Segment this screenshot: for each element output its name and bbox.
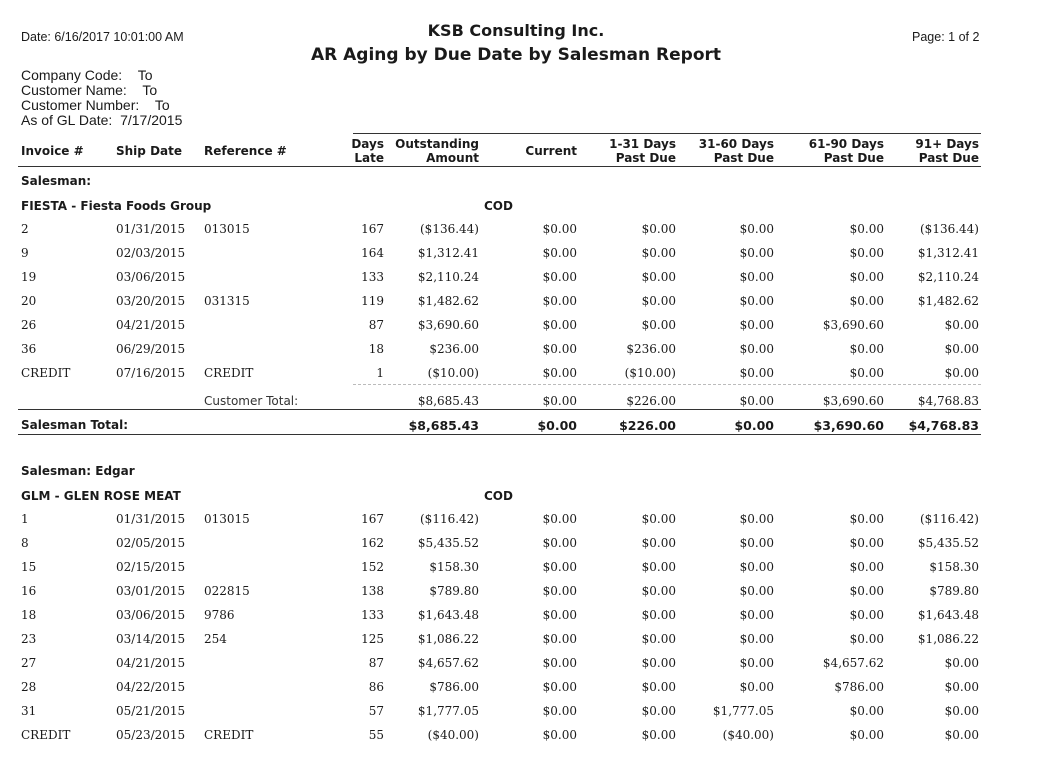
current-cell: $0.00 [542, 536, 577, 550]
outstanding-cell: $2,110.24 [417, 270, 479, 284]
col-91-line2: Past Due [918, 151, 979, 165]
customer-name: FIESTA - Fiesta Foods Group [21, 199, 212, 213]
reference-cell: 031315 [204, 294, 250, 308]
ship-date-cell: 03/06/2015 [116, 608, 186, 622]
param-company-code [21, 68, 153, 83]
col-31-60 [686, 137, 774, 165]
table-row [0, 680, 1053, 704]
past-due-1-31-cell: $0.00 [641, 608, 676, 622]
ship-date-cell: 04/21/2015 [116, 318, 186, 332]
invoice-cell: 23 [21, 632, 37, 646]
past-due-61-90-cell: $0.00 [849, 704, 884, 718]
invoice-cell: 9 [21, 246, 29, 260]
report-date: Date: 6/16/2017 10:01:00 AM [21, 30, 184, 44]
past-due-1-31-cell: $0.00 [641, 656, 676, 670]
current-cell: $0.00 [542, 728, 577, 742]
param-value: 7/17/2015 [120, 112, 183, 128]
outstanding-cell: ($116.42) [420, 512, 479, 526]
current-cell: $0.00 [542, 704, 577, 718]
past-due-1-31-cell: $0.00 [641, 512, 676, 526]
outstanding-cell: $1,482.62 [417, 294, 479, 308]
outstanding-cell: $789.80 [429, 584, 479, 598]
invoice-cell: 2 [21, 222, 29, 236]
table-row [0, 560, 1053, 584]
ship-date-cell: 02/05/2015 [116, 536, 186, 550]
past-due-31-60-cell: $0.00 [739, 680, 774, 694]
past-due-91-cell: $1,643.48 [917, 608, 979, 622]
col-1-31-line2: Past Due [615, 151, 676, 165]
total-1-31: $226.00 [626, 394, 676, 408]
table-row [0, 704, 1053, 728]
days-late-cell: 57 [368, 704, 384, 718]
reference-cell: 022815 [204, 584, 250, 598]
past-due-91-cell: $0.00 [944, 680, 979, 694]
salesman-total-label: Salesman Total: [21, 418, 129, 432]
invoice-cell: 18 [21, 608, 37, 622]
reference-cell: 013015 [204, 512, 250, 526]
past-due-91-cell: ($116.42) [920, 512, 979, 526]
past-due-1-31-cell: $0.00 [641, 536, 676, 550]
days-late-cell: 133 [361, 270, 384, 284]
outstanding-cell: $158.30 [429, 560, 479, 574]
total-91-plus: $4,768.83 [917, 394, 979, 408]
past-due-91-cell: $1,482.62 [917, 294, 979, 308]
past-due-1-31-cell: $0.00 [641, 222, 676, 236]
table-row [0, 294, 1053, 318]
invoice-cell: 1 [21, 512, 29, 526]
invoice-cell: 19 [21, 270, 37, 284]
customer-total-label: Customer Total: [204, 394, 299, 408]
stotal-1-31: $226.00 [619, 418, 676, 433]
current-cell: $0.00 [542, 632, 577, 646]
col-91-line1: 91+ Days [915, 137, 979, 151]
outstanding-cell: ($40.00) [427, 728, 479, 742]
past-due-1-31-cell: $0.00 [641, 632, 676, 646]
past-due-31-60-cell: $0.00 [739, 294, 774, 308]
past-due-91-cell: $0.00 [944, 318, 979, 332]
outstanding-cell: $1,312.41 [417, 246, 479, 260]
outstanding-cell: $1,643.48 [417, 608, 479, 622]
param-value: To [142, 82, 158, 98]
past-due-61-90-cell: $0.00 [849, 366, 884, 380]
past-due-31-60-cell: $0.00 [739, 560, 774, 574]
past-due-61-90-cell: $786.00 [834, 680, 884, 694]
past-due-61-90-cell: $0.00 [849, 560, 884, 574]
invoice-cell: 16 [21, 584, 37, 598]
outstanding-cell: $1,086.22 [417, 632, 479, 646]
col-31-60-line1: 31-60 Days [698, 137, 774, 151]
table-row [0, 246, 1053, 270]
past-due-61-90-cell: $0.00 [849, 294, 884, 308]
outstanding-cell: $786.00 [429, 680, 479, 694]
param-label: As of GL Date: [21, 112, 113, 128]
past-due-91-cell: $1,312.41 [917, 246, 979, 260]
past-due-31-60-cell: $0.00 [739, 318, 774, 332]
past-due-61-90-cell: $0.00 [849, 270, 884, 284]
past-due-91-cell: $1,086.22 [917, 632, 979, 646]
days-late-cell: 18 [368, 342, 384, 356]
invoice-cell: 8 [21, 536, 29, 550]
past-due-91-cell: $0.00 [944, 656, 979, 670]
past-due-31-60-cell: $0.00 [739, 246, 774, 260]
days-late-cell: 152 [361, 560, 384, 574]
days-late-cell: 86 [368, 680, 384, 694]
past-due-31-60-cell: $0.00 [739, 608, 774, 622]
outstanding-cell: $3,690.60 [417, 318, 479, 332]
past-due-31-60-cell: $0.00 [739, 512, 774, 526]
current-cell: $0.00 [542, 584, 577, 598]
ship-date-cell: 02/15/2015 [116, 560, 186, 574]
invoice-cell: 20 [21, 294, 37, 308]
invoice-cell: 27 [21, 656, 37, 670]
ship-date-cell: 03/01/2015 [116, 584, 186, 598]
col-31-60-line2: Past Due [713, 151, 774, 165]
days-late-cell: 55 [368, 728, 384, 742]
past-due-61-90-cell: $4,657.62 [822, 656, 884, 670]
company-name: KSB Consulting Inc. [427, 21, 605, 40]
past-due-1-31-cell: ($10.00) [624, 366, 676, 380]
param-customer-number [21, 98, 170, 113]
col-days-late-line1: Days [351, 137, 384, 151]
ship-date-cell: 03/20/2015 [116, 294, 186, 308]
outstanding-cell: $4,657.62 [417, 656, 479, 670]
stotal-91-plus: $4,768.83 [908, 418, 979, 433]
current-cell: $0.00 [542, 656, 577, 670]
past-due-1-31-cell: $0.00 [641, 294, 676, 308]
past-due-1-31-cell: $0.00 [641, 560, 676, 574]
col-61-90-line2: Past Due [823, 151, 884, 165]
days-late-cell: 119 [361, 294, 384, 308]
reference-cell: 254 [204, 632, 227, 646]
past-due-1-31-cell: $0.00 [641, 584, 676, 598]
reference-cell: 013015 [204, 222, 250, 236]
past-due-61-90-cell: $0.00 [849, 512, 884, 526]
col-reference: Reference # [204, 144, 287, 158]
customer-terms: COD [484, 199, 513, 213]
salesman-total-row [0, 418, 1053, 442]
total-amount: $8,685.43 [417, 394, 479, 408]
past-due-31-60-cell: $0.00 [739, 584, 774, 598]
past-due-1-31-cell: $0.00 [641, 270, 676, 284]
invoice-cell: 31 [21, 704, 37, 718]
outstanding-cell: $5,435.52 [417, 536, 479, 550]
past-due-91-cell: $789.80 [929, 584, 979, 598]
table-row [0, 318, 1053, 342]
past-due-61-90-cell: $0.00 [849, 632, 884, 646]
past-due-61-90-cell: $0.00 [849, 222, 884, 236]
col-1-31 [590, 137, 676, 165]
col-1-31-line1: 1-31 Days [609, 137, 676, 151]
table-row [0, 632, 1053, 656]
table-row [0, 270, 1053, 294]
outstanding-cell: $236.00 [429, 342, 479, 356]
past-due-1-31-cell: $0.00 [641, 728, 676, 742]
past-due-1-31-cell: $0.00 [641, 680, 676, 694]
col-current: Current [525, 144, 577, 158]
current-cell: $0.00 [542, 560, 577, 574]
past-due-91-cell: $2,110.24 [917, 270, 979, 284]
invoice-cell: CREDIT [21, 366, 71, 380]
col-91-plus [890, 137, 979, 165]
param-gl-date [21, 113, 182, 128]
days-late-cell: 87 [368, 318, 384, 332]
ship-date-cell: 07/16/2015 [116, 366, 186, 380]
customer-total-row [0, 394, 1053, 418]
days-late-cell: 138 [361, 584, 384, 598]
days-late-cell: 125 [361, 632, 384, 646]
past-due-31-60-cell: $0.00 [739, 632, 774, 646]
current-cell: $0.00 [542, 222, 577, 236]
invoice-cell: CREDIT [21, 728, 71, 742]
ship-date-cell: 01/31/2015 [116, 512, 186, 526]
col-61-90-line1: 61-90 Days [808, 137, 884, 151]
days-late-cell: 167 [361, 512, 384, 526]
past-due-91-cell: $5,435.52 [917, 536, 979, 550]
current-cell: $0.00 [542, 342, 577, 356]
stotal-current: $0.00 [537, 418, 577, 433]
ship-date-cell: 05/23/2015 [116, 728, 186, 742]
total-current: $0.00 [542, 394, 577, 408]
days-late-cell: 164 [361, 246, 384, 260]
total-61-90: $3,690.60 [822, 394, 884, 408]
past-due-61-90-cell: $0.00 [849, 728, 884, 742]
param-value: To [137, 67, 153, 83]
ship-date-cell: 03/06/2015 [116, 270, 186, 284]
ship-date-cell: 01/31/2015 [116, 222, 186, 236]
stotal-61-90: $3,690.60 [813, 418, 884, 433]
days-late-cell: 133 [361, 608, 384, 622]
past-due-91-cell: $158.30 [929, 560, 979, 574]
outstanding-cell: ($136.44) [420, 222, 479, 236]
col-days-late [320, 137, 384, 165]
past-due-1-31-cell: $236.00 [626, 342, 676, 356]
invoice-cell: 15 [21, 560, 37, 574]
col-invoice: Invoice # [21, 144, 84, 158]
current-cell: $0.00 [542, 366, 577, 380]
param-value: To [154, 97, 170, 113]
past-due-61-90-cell: $0.00 [849, 584, 884, 598]
table-row [0, 536, 1053, 560]
invoice-cell: 28 [21, 680, 37, 694]
header-bottom-rule [18, 166, 981, 167]
past-due-91-cell: $0.00 [944, 366, 979, 380]
past-due-31-60-cell: $0.00 [739, 536, 774, 550]
col-ship-date: Ship Date [116, 144, 182, 158]
past-due-31-60-cell: $0.00 [739, 656, 774, 670]
days-late-cell: 1 [376, 366, 384, 380]
past-due-1-31-cell: $0.00 [641, 246, 676, 260]
param-label: Company Code: [21, 67, 123, 83]
param-customer-name [21, 83, 157, 98]
outstanding-cell: ($10.00) [427, 366, 479, 380]
salesman-label: Salesman: [21, 174, 92, 188]
ship-date-cell: 02/03/2015 [116, 246, 186, 260]
current-cell: $0.00 [542, 246, 577, 260]
col-days-late-line2: Late [354, 151, 384, 165]
table-row [0, 342, 1053, 366]
current-cell: $0.00 [542, 512, 577, 526]
past-due-91-cell: $0.00 [944, 342, 979, 356]
table-row [0, 728, 1053, 752]
report-title: AR Aging by Due Date by Salesman Report [310, 45, 722, 65]
invoice-cell: 26 [21, 318, 37, 332]
stotal-amount: $8,685.43 [408, 418, 479, 433]
table-row [0, 584, 1053, 608]
reference-cell: CREDIT [204, 728, 254, 742]
ship-date-cell: 04/21/2015 [116, 656, 186, 670]
current-cell: $0.00 [542, 318, 577, 332]
past-due-61-90-cell: $0.00 [849, 246, 884, 260]
reference-cell: 9786 [204, 608, 235, 622]
past-due-31-60-cell: $1,777.05 [712, 704, 774, 718]
past-due-31-60-cell: $0.00 [739, 222, 774, 236]
ship-date-cell: 05/21/2015 [116, 704, 186, 718]
invoice-cell: 36 [21, 342, 37, 356]
ship-date-cell: 04/22/2015 [116, 680, 186, 694]
header-top-rule [353, 133, 981, 134]
customer-terms-2: COD [484, 489, 513, 503]
subtotal-dashed-rule [353, 384, 981, 385]
days-late-cell: 162 [361, 536, 384, 550]
days-late-cell: 167 [361, 222, 384, 236]
past-due-31-60-cell: $0.00 [739, 342, 774, 356]
customer-name-2: GLM - GLEN ROSE MEAT [21, 489, 181, 503]
current-cell: $0.00 [542, 270, 577, 284]
current-cell: $0.00 [542, 680, 577, 694]
param-label: Customer Number: [21, 97, 140, 113]
outstanding-cell: $1,777.05 [417, 704, 479, 718]
past-due-61-90-cell: $0.00 [849, 342, 884, 356]
table-row [0, 222, 1053, 246]
past-due-1-31-cell: $0.00 [641, 704, 676, 718]
table-row [0, 366, 1053, 390]
past-due-61-90-cell: $0.00 [849, 536, 884, 550]
col-outstanding-line2: Amount [426, 151, 479, 165]
current-cell: $0.00 [542, 294, 577, 308]
stotal-31-60: $0.00 [734, 418, 774, 433]
table-row [0, 656, 1053, 680]
table-row [0, 512, 1053, 536]
past-due-91-cell: $0.00 [944, 704, 979, 718]
current-cell: $0.00 [542, 608, 577, 622]
col-outstanding-line1: Outstanding [395, 137, 479, 151]
salesman-label-2: Salesman: Edgar [21, 464, 135, 478]
col-61-90 [790, 137, 884, 165]
total-31-60: $0.00 [739, 394, 774, 408]
past-due-31-60-cell: ($40.00) [722, 728, 774, 742]
past-due-61-90-cell: $3,690.60 [822, 318, 884, 332]
page-number: Page: 1 of 2 [912, 30, 980, 44]
past-due-31-60-cell: $0.00 [739, 270, 774, 284]
col-outstanding [380, 137, 479, 165]
ship-date-cell: 03/14/2015 [116, 632, 186, 646]
past-due-61-90-cell: $0.00 [849, 608, 884, 622]
param-label: Customer Name: [21, 82, 127, 98]
past-due-1-31-cell: $0.00 [641, 318, 676, 332]
table-row [0, 608, 1053, 632]
past-due-91-cell: ($136.44) [920, 222, 979, 236]
days-late-cell: 87 [368, 656, 384, 670]
past-due-31-60-cell: $0.00 [739, 366, 774, 380]
reference-cell: CREDIT [204, 366, 254, 380]
ship-date-cell: 06/29/2015 [116, 342, 186, 356]
past-due-91-cell: $0.00 [944, 728, 979, 742]
